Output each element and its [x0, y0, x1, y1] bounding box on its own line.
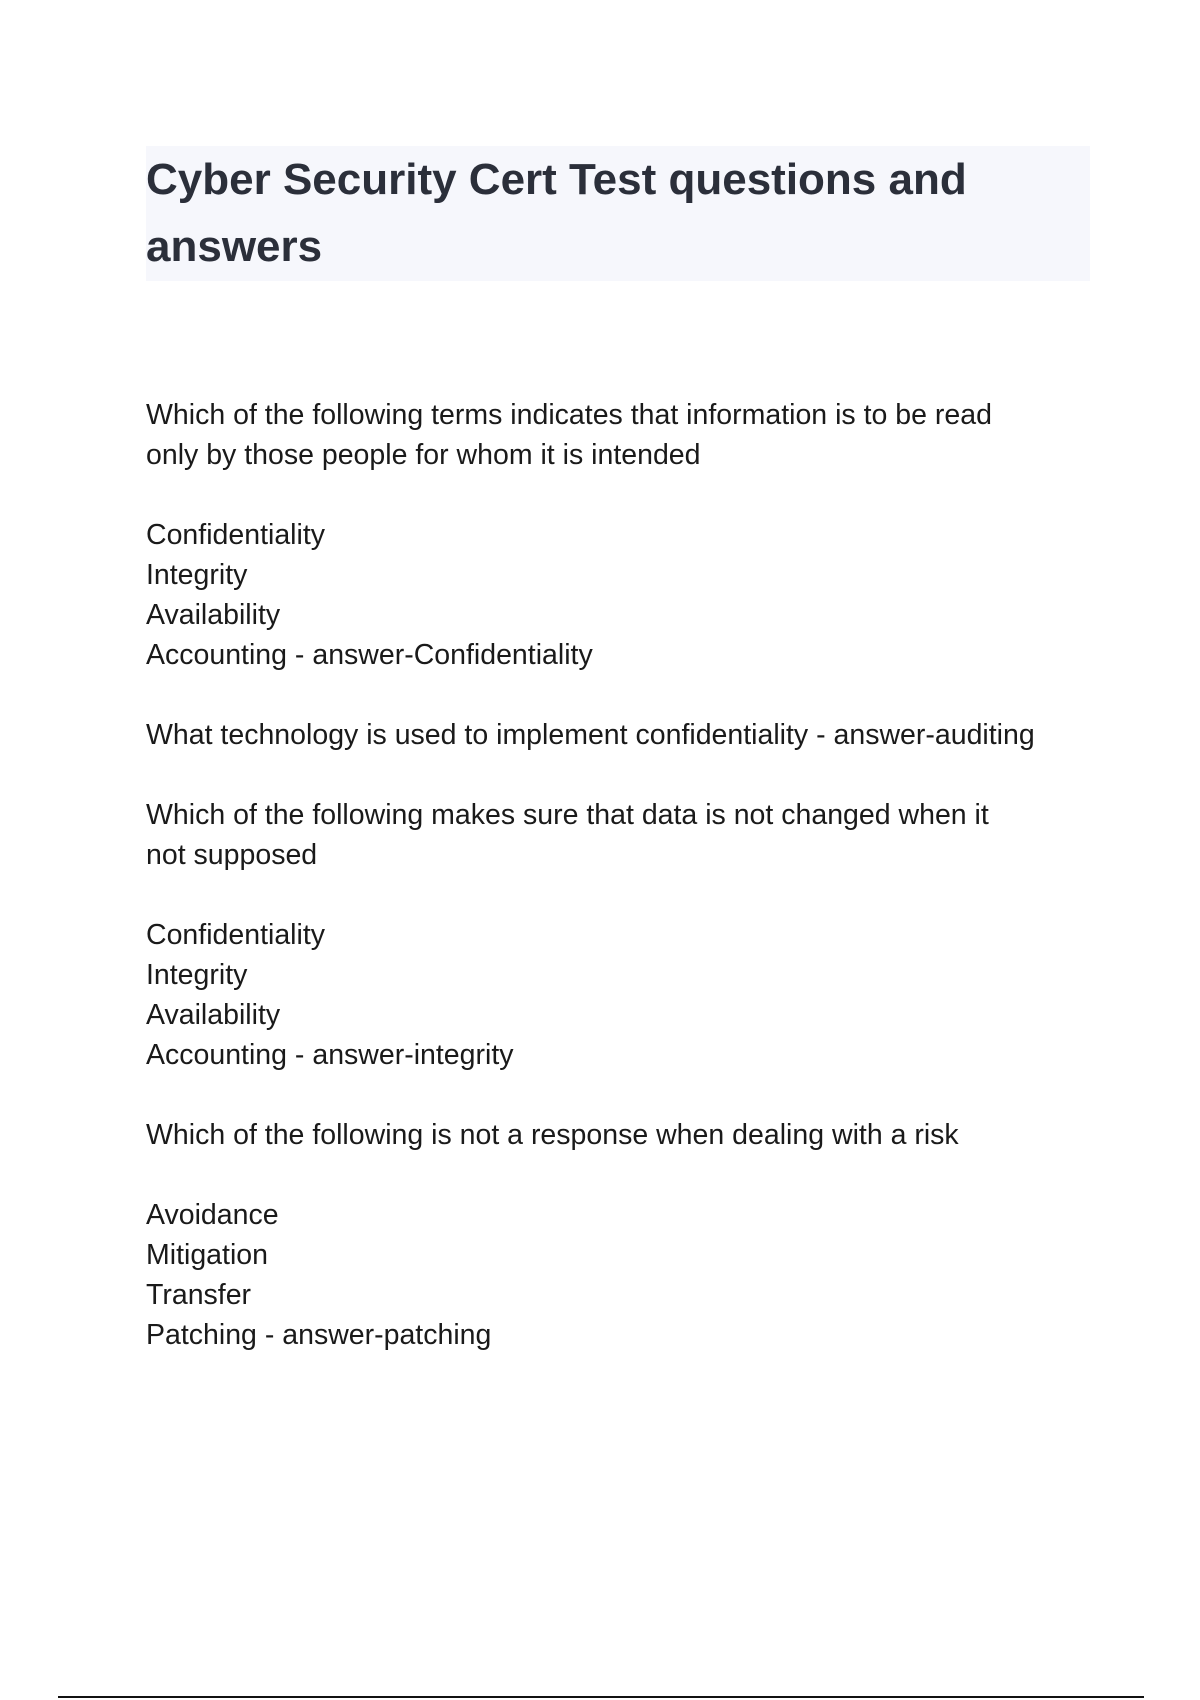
option-line: Avoidance [146, 1199, 279, 1231]
option-line: Availability [146, 999, 281, 1031]
option-answer-line: Patching - answer-patching [146, 1319, 492, 1351]
question-text: not supposed [146, 839, 318, 871]
question-block [146, 1115, 1096, 1155]
question-text: Which of the following makes sure that data is not changed when it [146, 799, 989, 831]
options-block [146, 515, 1096, 675]
question-text: only by those people for whom it is intended [146, 439, 701, 471]
footer-divider [58, 1696, 1144, 1698]
option-line: Confidentiality [146, 519, 326, 551]
option-line: Transfer [146, 1279, 252, 1311]
options-block [146, 915, 1096, 1075]
question-answer-line: What technology is used to implement confidentiality - answer-auditing [146, 719, 1035, 751]
question-block [146, 395, 1096, 475]
option-line: Integrity [146, 959, 248, 991]
document-body [146, 395, 1096, 1395]
question-block [146, 715, 1096, 755]
option-line: Mitigation [146, 1239, 268, 1271]
options-block [146, 1195, 1096, 1355]
option-line: Availability [146, 599, 281, 631]
option-answer-line: Accounting - answer-integrity [146, 1039, 514, 1071]
question-block [146, 795, 1096, 875]
option-line: Confidentiality [146, 919, 326, 951]
question-text: Which of the following is not a response when dealing with a risk [146, 1119, 959, 1151]
document-title: Cyber Security Cert Test questions and answers [146, 155, 967, 271]
option-line: Integrity [146, 559, 248, 591]
title-banner [146, 146, 1090, 281]
option-answer-line: Accounting - answer-Confidentiality [146, 639, 593, 671]
question-text: Which of the following terms indicates that information is to be read [146, 399, 992, 431]
